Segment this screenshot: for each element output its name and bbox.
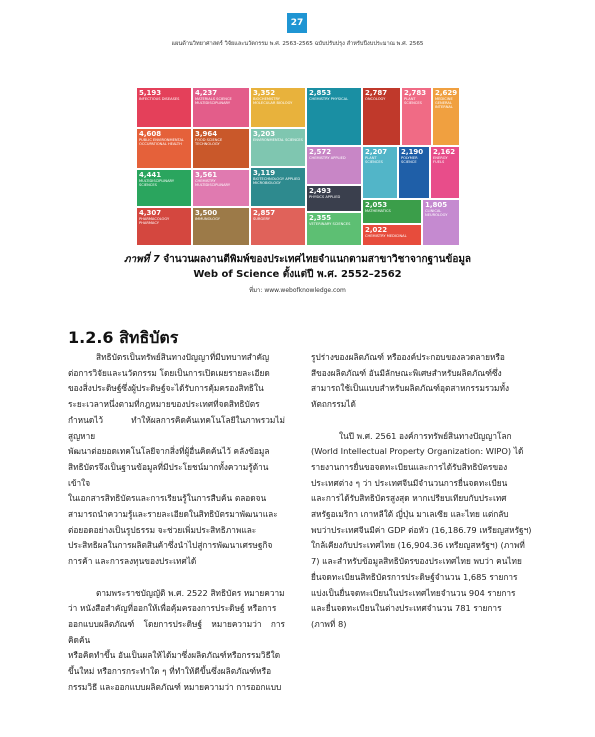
treemap-cell-label: IMMUNOLOGY: [195, 217, 220, 221]
text-line: แบ่งเป็นยื่นจดทะเบียนในประเทศไทยจำนวน 904 รายการ: [311, 587, 516, 598]
text-line: หัตถกรรมได้: [311, 399, 356, 410]
treemap-cell: [432, 87, 460, 146]
text-line: สีของผลิตภัณฑ์ อันมีลักษณะพิเศษสำหรับผลิตภัณฑ์ซึ่ง: [311, 367, 502, 378]
treemap-cell: [362, 146, 398, 199]
text-line: รูปร่างของผลิตภัณฑ์ หรือองค์ประกอบของลวดลายหรือ: [311, 352, 505, 362]
text-line: ขึ้นใหม่ หรือการกระทำใด ๆ ที่ทำให้ดีขึ้นซึ่งผลิตภัณฑ์หรือ: [68, 666, 272, 677]
treemap-cell: [362, 87, 401, 146]
treemap-cell-label: MATHEMATICS: [365, 209, 391, 213]
text-line: ในเอกสารสิทธิบัตรและการเรียนรู้ในการสืบค้น ตลอดจน: [68, 493, 267, 504]
treemap-cell-value: 3,561: [195, 171, 218, 179]
treemap-cell-label: PLANT SCIENCES: [404, 97, 422, 106]
treemap-cell-value: 2,162: [433, 148, 456, 156]
text-line: และการได้รับสิทธิบัตรสูงสุด หากเปรียบเทียบกับประเทศ: [311, 493, 507, 504]
treemap-cell: [250, 128, 306, 167]
treemap-cell: [250, 167, 306, 207]
treemap-cell: [192, 128, 250, 169]
treemap-cell: [398, 146, 430, 199]
treemap-cell: [250, 207, 306, 246]
caption-line-2: Web of Science ตั้งแต่ปี พ.ศ. 2552–2562: [193, 269, 402, 280]
treemap-cell-value: 2,783: [404, 89, 427, 97]
treemap-cell-label: VETERINARY SCIENCES: [309, 222, 351, 226]
treemap-cell: [306, 212, 362, 246]
text-line: และยื่นจดทะเบียนในต่างประเทศจำนวน 781 รายการ: [311, 603, 502, 614]
treemap-cell: [136, 207, 192, 246]
text-line: (ภาพที่ 8): [311, 618, 347, 629]
caption-label: ภาพที่ 7: [123, 254, 160, 265]
caption-line-1: จำนวนผลงานตีพิมพ์ของประเทศไทยจำแนกตามสาขาวิชาจากฐานข้อมูล: [163, 254, 472, 265]
treemap-cell-value: 4,608: [139, 130, 162, 138]
treemap-cell-value: 2,787: [365, 89, 388, 97]
treemap-cell-label: MEDICINE GENERAL INTERNAL: [435, 97, 453, 110]
treemap-cell-label: MATERIALS SCIENCE MULTIDISCIPLINARY: [195, 97, 232, 106]
text-line: สามารถใช้เป็นแบบสำหรับผลิตภัณฑ์อุตสาหกรรมรวมทั้ง: [311, 383, 510, 394]
treemap-cell-label: SURGERY: [253, 217, 270, 221]
treemap-cell-label: PHARMACOLOGY PHARMACY: [139, 217, 170, 226]
text-line: ใกล้เคียงกับประเทศไทย (16,904.36 เหรียญสหรัฐฯ) (ภาพที่: [311, 540, 525, 551]
treemap-cell: [362, 199, 422, 224]
treemap-cell-label: INFECTIOUS DISEASES: [139, 97, 180, 101]
text-line: หรือคิดทำขึ้น อันเป็นผลให้ได้มาซึ่งผลิตภัณฑ์หรือกรรมวิธีใด: [68, 650, 281, 661]
text-line: (World Intellectual Property Organization: WIPO) ได้: [311, 446, 524, 457]
treemap-cell-label: CHEMISTRY PHYSICAL: [309, 97, 349, 101]
treemap-cell-value: 2,493: [309, 187, 332, 195]
treemap-cell: [136, 169, 192, 207]
running-header: แผนด้านวิทยาศาสตร์ วิจัยและนวัตกรรม พ.ศ. 2563-2565 ฉบับปรับปรุง สำหรับปีงบประมาณ พ.ศ. 2565: [171, 41, 424, 47]
text-line: ประสิทธิผลในการผลิตสินค้าซึ่งนำไปสู่การพัฒนาเศรษฐกิจ: [68, 540, 273, 551]
treemap-cell-value: 2,572: [309, 148, 332, 156]
text-line: ยื่นจดทะเบียนสิทธิบัตรการประดิษฐ์จำนวน 1,685 รายการ: [311, 571, 518, 582]
treemap-cell: [430, 146, 460, 199]
treemap-cell: [192, 169, 250, 207]
treemap-cell-value: 3,352: [253, 89, 276, 97]
text-line: รายงานการยื่นขอจดทะเบียนและการได้รับสิทธิบัตรของ: [311, 461, 508, 472]
treemap-cell-label: PLANT SCIENCES: [365, 156, 383, 165]
paragraph-gap: [311, 413, 540, 429]
treemap-cell: [136, 128, 192, 169]
treemap-cell: [136, 87, 192, 128]
treemap-cell-value: 2,629: [435, 89, 458, 97]
treemap-cell-value: 2,853: [309, 89, 332, 97]
text-line: ว่า หนังสือสำคัญที่ออกให้เพื่อคุ้มครองการประดิษฐ์ หรือการ: [68, 603, 277, 614]
text-line: สามารถนำความรู้และรายละเอียดในสิทธิบัตรมาพัฒนาและ: [68, 509, 278, 520]
treemap-cell: [306, 185, 362, 212]
text-line: ในปี พ.ศ. 2561 องค์การทรัพย์สินทางปัญญาโลก: [339, 430, 512, 441]
treemap-cell-value: 4,237: [195, 89, 218, 97]
treemap-cell-label: MULTIDISCIPLINARY SCIENCES: [139, 179, 175, 188]
right-text-column: [311, 350, 540, 633]
text-line: สหรัฐอเมริกา เกาหลีใต้ ญี่ปุ่น มาเลเซีย และไทย แต่กลับ: [311, 509, 509, 520]
paragraph-gap: [68, 570, 285, 586]
text-line: ต่อการวิจัยและนวัตกรรม โดยเป็นการเปิดเผยรายละเอียด: [68, 367, 270, 378]
text-line: กำหนดไว้ ทำให้ผลการคิดค้นเทคโนโลยีในภาพรวมไม่สูญหาย: [68, 414, 285, 441]
treemap-cell-value: 3,203: [253, 130, 276, 138]
treemap-cell-value: 1,805: [425, 201, 448, 209]
section-heading: 1.2.6 สิทธิบัตร: [68, 328, 179, 347]
treemap-cell-value: 2,053: [365, 201, 388, 209]
text-line: พบว่าประเทศจีนมีค่า GDP ต่อหัว (16,186.79 เหรียญสหรัฐฯ): [311, 524, 532, 535]
treemap-cell-label: CHEMISTRY APPLIED: [309, 156, 346, 160]
treemap-cell-value: 2,190: [401, 148, 424, 156]
text-line: การค้า และการลงทุนของประเทศได้: [68, 556, 197, 567]
treemap-cell-value: 3,119: [253, 169, 276, 177]
treemap-cell-label: BIOTECHNOLOGY APPLIED MICROBIOLOGY: [253, 177, 301, 186]
treemap-cell-label: CHEMISTRY MULTIDISCIPLINARY: [195, 179, 231, 188]
text-line: ระยะเวลาหนึ่งตามที่กฎหมายของประเทศที่จดสิทธิบัตร: [68, 399, 260, 410]
treemap-cell: [306, 87, 362, 146]
treemap-cell-label: ENVIRONMENTAL SCIENCES: [253, 138, 303, 142]
treemap-cell: [362, 224, 422, 246]
treemap-cell-value: 2,207: [365, 148, 388, 156]
treemap-cell-label: PHYSICS APPLIED: [309, 195, 341, 199]
figure-source: ที่มา: www.webofknowledge.com: [249, 287, 346, 294]
text-line: ของสิ่งประดิษฐ์ซึ่งผู้ประดิษฐ์จะได้รับการคุ้มครองสิทธิใน: [68, 383, 264, 394]
treemap-cell: [250, 87, 306, 128]
text-line: 7) และสำหรับข้อมูลสิทธิบัตรของประเทศไทย พบว่า คนไทย: [311, 556, 522, 567]
text-line: กรรมวิธี และออกแบบผลิตภัณฑ์ หมายความว่า การออกแบบ: [68, 681, 282, 692]
text-line: ต่อยอดอย่างเป็นรูปธรรม จะช่วยเพิ่มประสิทธิภาพและ: [68, 524, 257, 535]
treemap-cell: [306, 146, 362, 185]
treemap-cell-value: 2,022: [365, 226, 388, 234]
treemap-cell: [192, 207, 250, 246]
text-line: พัฒนาต่อยอดเทคโนโลยีจากสิ่งที่ผู้อื่นคิดค้นไว้ คลังข้อมูล: [68, 446, 270, 457]
text-line: สิทธิบัตรเป็นทรัพย์สินทางปัญญาที่มีบทบาทสำคัญ: [96, 352, 270, 362]
treemap-cell-label: POLYMER SCIENCE: [401, 156, 418, 165]
treemap-cell-value: 5,193: [139, 89, 162, 97]
treemap-cell-value: 3,500: [195, 209, 218, 217]
treemap-cell-value: 3,964: [195, 130, 218, 138]
treemap-figure: [136, 87, 460, 246]
treemap-cell-label: CLINICAL NEUROLOGY: [425, 209, 448, 218]
treemap-cell-label: ONCOLOGY: [365, 97, 386, 101]
treemap-cell-label: CHEMISTRY MEDICINAL: [365, 234, 407, 238]
figure-caption: [0, 252, 595, 282]
treemap-cell-label: BIOCHEMISTRY MOLECULAR BIOLOGY: [253, 97, 293, 106]
page-number: 27: [287, 13, 307, 33]
treemap-cell-value: 4,441: [139, 171, 162, 179]
treemap-cell-label: ENERGY FUELS: [433, 156, 448, 165]
left-text-column: [68, 350, 285, 695]
treemap-cell-value: 4,307: [139, 209, 162, 217]
text-line: ประเทศต่าง ๆ ว่า ประเทศจีนมีจำนวนการยื่นจดทะเบียน: [311, 477, 508, 488]
treemap-cell-label: PUBLIC ENVIRONMENTAL OCCUPATIONAL HEALTH: [139, 138, 184, 147]
text-line: ตามพระราชบัญญัติ พ.ศ. 2522 สิทธิบัตร หมายความ: [96, 587, 285, 598]
treemap-cell-value: 2,857: [253, 209, 276, 217]
text-line: ออกแบบผลิตภัณฑ์ โดยการประดิษฐ์ หมายความว่า การคิดค้น: [68, 618, 285, 645]
treemap-cell: [401, 87, 432, 146]
treemap-cell: [192, 87, 250, 128]
treemap-cell: [422, 199, 460, 246]
text-line: สิทธิบัตรจึงเป็นฐานข้อมูลที่มีประโยชน์มากทั้งความรู้ด้านเข้าใจ: [68, 461, 269, 488]
treemap-cell-label: FOOD SCIENCE TECHNOLOGY: [195, 138, 223, 147]
treemap-cell-value: 2,355: [309, 214, 332, 222]
